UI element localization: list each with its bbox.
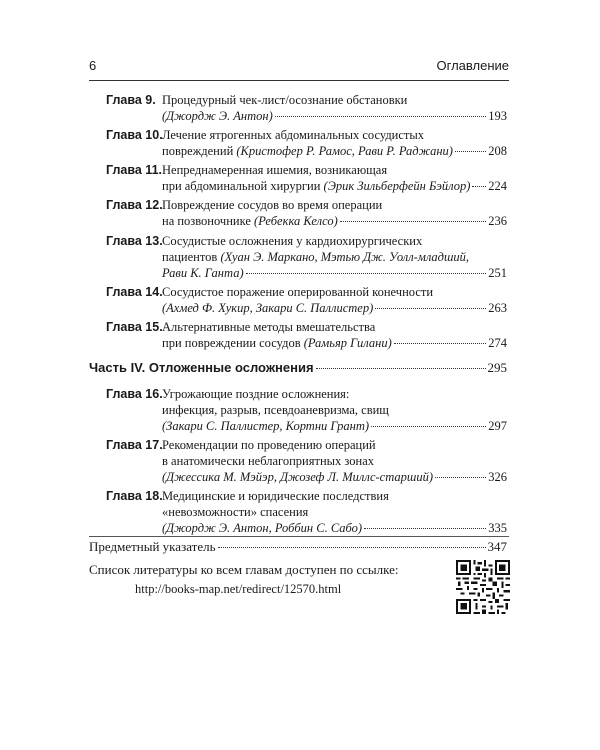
- section-rule: [89, 536, 509, 537]
- chapter-title: Рекомендации по проведению операций: [162, 438, 376, 452]
- literature-link[interactable]: http://books-map.net/redirect/12570.html: [135, 582, 342, 596]
- page-ref: 236: [488, 214, 507, 228]
- chapter-title-cont: при абдоминальной хирургии: [162, 179, 321, 193]
- chapter-title: Угрожающие поздние осложнения:: [162, 387, 350, 401]
- page-ref: 347: [487, 539, 507, 554]
- index-label: Предметный указатель: [89, 539, 216, 554]
- chapter-label: Глава 14.: [106, 285, 163, 299]
- chapter-label: Глава 12.: [106, 198, 163, 212]
- chapter-authors: (Джордж Э. Антон, Роббин С. Сабо): [162, 521, 363, 535]
- chapter-title-cont: пациентов: [162, 250, 218, 264]
- chapter-authors: (Закари С. Паллистер, Кортни Грант): [162, 419, 370, 433]
- chapter-title-cont: при повреждении сосудов: [162, 336, 301, 350]
- page-ref: 224: [488, 179, 507, 193]
- chapter-authors-cont: Рави К. Ганта): [162, 266, 244, 280]
- chapter-authors: (Ахмед Ф. Хукир, Закари С. Паллистер): [162, 301, 374, 315]
- page-number: 6: [89, 58, 97, 73]
- chapter-title-cont: «невозможности» спасения: [162, 505, 309, 519]
- chapter-title: Лечение ятрогенных абдоминальных сосудистых: [162, 128, 425, 142]
- chapter-label: Глава 18.: [106, 489, 163, 503]
- chapter-authors: (Рамьяр Гилани): [303, 336, 392, 350]
- chapter-title: Сосудистые осложнения у кардиохирургических: [162, 234, 423, 248]
- page-ref: 297: [488, 419, 507, 433]
- page-ref: 326: [488, 470, 507, 484]
- chapter-label: Глава 10.: [106, 128, 163, 142]
- chapter-title: Повреждение сосудов во время операции: [162, 198, 383, 212]
- toc-index-entry[interactable]: [89, 539, 507, 555]
- chapter-label: Глава 15.: [106, 320, 163, 334]
- chapter-authors: (Джордж Э. Антон): [162, 109, 273, 123]
- chapter-authors: (Кристофер Р. Рамос, Рави Р. Раджани): [236, 144, 453, 158]
- chapter-label: Глава 16.: [106, 387, 163, 401]
- chapter-label: Глава 17.: [106, 438, 163, 452]
- page-ref: 274: [488, 336, 507, 350]
- chapter-authors: (Эрик Зильберфейн Бэйлор): [323, 179, 471, 193]
- chapter-title: Непреднамеренная ишемия, возникающая: [162, 163, 388, 177]
- qr-code-icon: [456, 560, 510, 614]
- chapter-label: Глава 11.: [106, 163, 162, 177]
- chapter-title: Сосудистое поражение оперированной конечности: [162, 285, 434, 299]
- literature-note: Список литературы ко всем главам доступен по ссылке:: [89, 562, 399, 577]
- chapter-title-cont: инфекция, разрыв, псевдоаневризма, свищ: [162, 403, 389, 417]
- page-ref: 208: [488, 144, 507, 158]
- chapter-label: Глава 9.: [106, 93, 156, 107]
- chapter-title-cont: повреждений: [162, 144, 234, 158]
- header-rule: [89, 80, 509, 81]
- page-ref: 251: [488, 266, 507, 280]
- chapter-title: Альтернативные методы вмешательства: [162, 320, 376, 334]
- page-ref: 193: [488, 109, 507, 123]
- page-ref: 263: [488, 301, 507, 315]
- chapter-authors: (Ребекка Келсо): [254, 214, 338, 228]
- chapter-title-cont: в анатомически неблагоприятных зонах: [162, 454, 375, 468]
- chapter-title-cont: на позвоночнике: [162, 214, 251, 228]
- chapter-title: Медицинские и юридические последствия: [162, 489, 389, 503]
- chapter-label: Глава 13.: [106, 234, 163, 248]
- chapter-authors: (Джессика М. Мэйэр, Джозеф Л. Миллс-старший): [162, 470, 434, 484]
- running-title: Оглавление: [436, 58, 509, 73]
- page-ref: 335: [488, 521, 507, 535]
- part-label: Часть IV. Отложенные осложнения: [89, 360, 314, 375]
- page-ref: 295: [487, 360, 507, 375]
- chapter-authors: (Хуан Э. Маркано, Мэтью Дж. Уолл-младший,: [220, 250, 470, 264]
- chapter-title: Процедурный чек-лист/осознание обстановки: [162, 93, 408, 107]
- running-header: [89, 58, 509, 78]
- toc-part-4[interactable]: [89, 360, 507, 376]
